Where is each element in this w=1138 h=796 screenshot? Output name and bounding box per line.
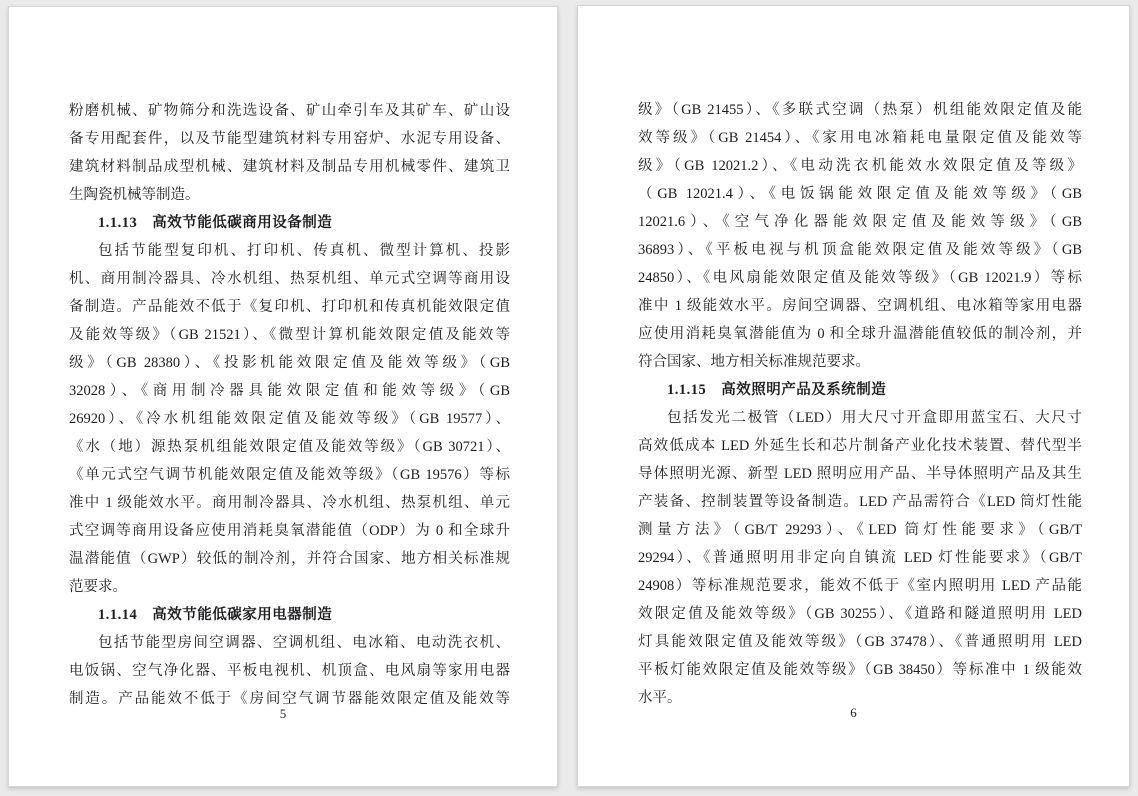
text-line: 生陶瓷机械等制造。 xyxy=(69,187,200,203)
page-number: 6 xyxy=(850,705,857,720)
page-5 xyxy=(8,6,558,787)
text-line: 机、商用制冷器具、冷水机组、热泵机组、单元式空调等商用设 xyxy=(69,271,510,287)
text-line: 《水（地）源热泵机组能效限定值及能效等级》（GB 30721）、 xyxy=(69,439,510,455)
section-heading: 1.1.14 高效节能低碳家用电器制造 xyxy=(98,607,333,623)
text-line: 级》（GB 21455）、《多联式空调（热泵）机组能效限定值及能 xyxy=(638,102,1082,118)
text-line: 29294）、《普通照明用非定向自镇流 LED 灯性能要求》（GB/T xyxy=(638,550,1082,566)
text-line: 水平。 xyxy=(638,690,682,706)
text-line: 产装备、控制装置等设备制造。LED 产品需符合《LED 筒灯性能 xyxy=(638,494,1082,510)
page-6 xyxy=(577,5,1130,787)
text-line: 效限定值及能效等级》（GB 30255）、《道路和隧道照明用 LED xyxy=(638,606,1082,622)
text-line: 及能效等级》（GB 21521）、《微型计算机能效限定值及能效等 xyxy=(69,327,510,343)
text-line: 准中 1 级能效水平。商用制冷器具、冷水机组、热泵机组、单元 xyxy=(69,495,510,511)
section-heading: 1.1.15 高效照明产品及系统制造 xyxy=(667,382,887,398)
text-line: 包括节能型房间空调器、空调机组、电冰箱、电动洗衣机、 xyxy=(98,635,510,651)
page-6-text-block xyxy=(638,96,1082,712)
text-line: 效等级》（GB 21454）、《家用电冰箱耗电量限定值及能效等 xyxy=(638,130,1082,146)
text-line: 测量方法》（GB/T 29293）、《LED 筒灯性能要求》（GB/T xyxy=(638,522,1082,538)
text-line: 电饭锅、空气净化器、平板电视机、机顶盒、电风扇等家用电器 xyxy=(69,663,510,679)
text-line: 应使用消耗臭氧潜能值为 0 和全球升温潜能值较低的制冷剂，并 xyxy=(638,326,1082,342)
text-line: 26920）、《冷水机组能效限定值及能效等级》（GB 19577）、 xyxy=(69,411,510,427)
text-line: 24850）、《电风扇能效限定值及能效等级》（GB 12021.9）等标 xyxy=(638,270,1082,286)
text-line: 建筑材料制品成型机械、建筑材料及制品专用机械零件、建筑卫 xyxy=(69,159,510,175)
page-number: 5 xyxy=(279,706,287,721)
text-line: 准中 1 级能效水平。房间空调器、空调机组、电冰箱等家用电器 xyxy=(638,298,1082,314)
text-line: 级》（GB 12021.2）、《电动洗衣机能效水效限定值及等级》 xyxy=(638,158,1082,174)
text-line: （GB 12021.4）、《电饭锅能效限定值及能效等级》（GB xyxy=(638,186,1082,202)
text-line: 导体照明光源、新型 LED 照明应用产品、半导体照明产品及其生 xyxy=(638,466,1082,482)
section-heading: 1.1.13 高效节能低碳商用设备制造 xyxy=(98,215,333,231)
text-line: 灯具能效限定值及能效等级》（GB 37478）、《普通照明用 LED xyxy=(638,634,1082,650)
text-line: 粉磨机械、矿物筛分和洗选设备、矿山牵引车及其矿车、矿山设 xyxy=(69,103,510,119)
text-line: 温潜能值（GWP）较低的制冷剂，并符合国家、地方相关标准规 xyxy=(69,551,510,567)
text-line: 包括节能型复印机、打印机、传真机、微型计算机、投影 xyxy=(98,243,510,259)
text-line: 12021.6）、《空气净化器能效限定值及能效等级》（GB xyxy=(638,214,1082,230)
text-line: 24908）等标准规范要求，能效不低于《室内照明用 LED 产品能 xyxy=(638,578,1082,594)
text-line: 备制造。产品能效不低于《复印机、打印机和传真机能效限定值 xyxy=(69,299,510,315)
text-line: 高效低成本 LED 外延生长和芯片制备产业化技术装置、替代型半 xyxy=(638,438,1082,454)
text-line: 范要求。 xyxy=(69,579,127,595)
text-line: 32028）、《商用制冷器具能效限定值和能效等级》（GB xyxy=(69,383,510,399)
text-line: 36893）、《平板电视与机顶盒能效限定值及能效等级》（GB xyxy=(638,242,1082,258)
text-line: 包括发光二极管（LED）用大尺寸开盒即用蓝宝石、大尺寸 xyxy=(667,410,1082,426)
text-line: 符合国家、地方相关标准规范要求。 xyxy=(638,354,870,370)
text-line: 《单元式空气调节机能效限定值及能效等级》（GB 19576）等标 xyxy=(69,467,510,483)
page-5-text-block xyxy=(69,97,510,713)
text-line: 式空调等商用设备应使用消耗臭氧潜能值（ODP）为 0 和全球升 xyxy=(69,523,510,539)
text-line: 平板灯能效限定值及能效等级》（GB 38450）等标准中 1 级能效 xyxy=(638,662,1082,678)
text-line: 级》（GB 28380）、《投影机能效限定值及能效等级》（GB xyxy=(69,355,510,371)
text-line: 备专用配套件，以及节能型建筑材料专用窑炉、水泥专用设备、 xyxy=(69,131,510,147)
text-line: 制造。产品能效不低于《房间空气调节器能效限定值及能效等 xyxy=(69,691,510,707)
